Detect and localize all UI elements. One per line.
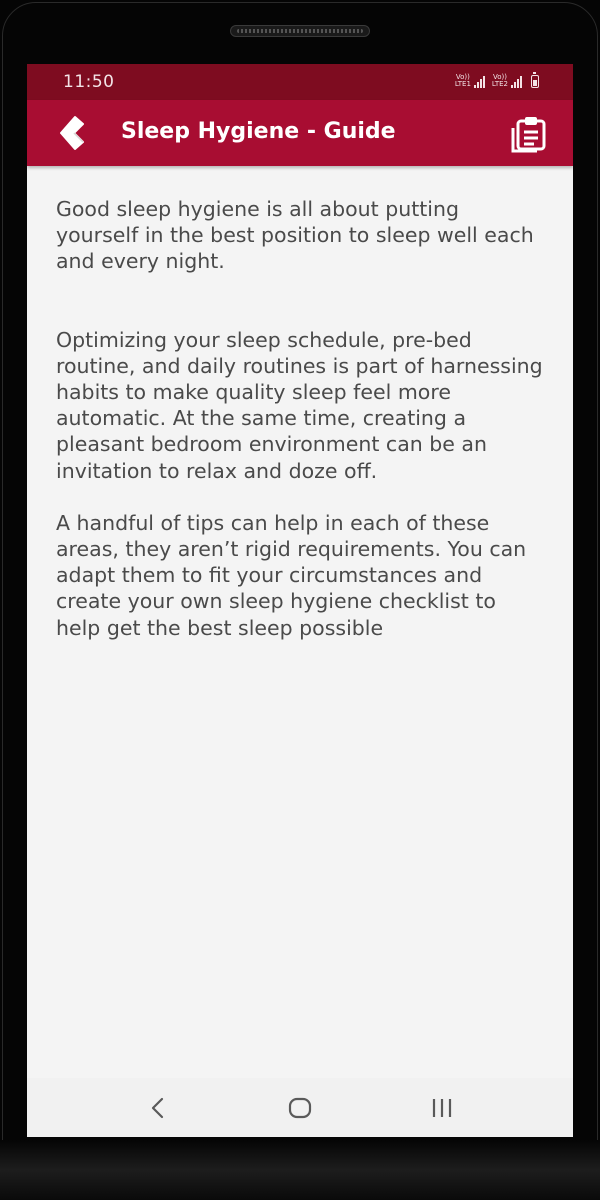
clipboard-icon	[509, 114, 549, 154]
speaker-grille	[230, 25, 370, 37]
clipboard-button[interactable]	[509, 114, 549, 154]
nav-recents-icon	[426, 1092, 458, 1124]
phone-bottom-edge	[0, 1140, 600, 1200]
back-button[interactable]	[53, 113, 93, 153]
app-bar	[27, 100, 573, 166]
nav-recents-button[interactable]	[426, 1092, 458, 1124]
sim2-signal-icon: Vo)) LTE2	[491, 73, 508, 88]
signal-bars-icon	[511, 76, 522, 88]
nav-home-icon	[284, 1092, 316, 1124]
status-bar	[27, 64, 573, 100]
guide-content	[56, 196, 546, 641]
paragraph-routines: Optimizing your sleep schedule, pre-bed routine, and daily routines is part of harnessing habits to make quality sleep feel more automatic. At the same time, creating a pleasant bedroom environment can be an invitation to relax and doze off.	[56, 327, 543, 483]
screen	[27, 64, 573, 1137]
page-title: Sleep Hygiene - Guide	[121, 119, 396, 144]
nav-back-button[interactable]	[142, 1092, 174, 1124]
nav-back-icon	[142, 1092, 174, 1124]
sim1-signal-icon: Vo)) LTE1	[454, 73, 471, 88]
battery-charging-icon	[531, 75, 539, 88]
paragraph-tips: A handful of tips can help in each of these areas, they aren’t rigid requirements. You can adapt them to fit your circumstances and create your own sleep hygiene checklist to help get the best sleep possible	[56, 510, 527, 640]
nav-home-button[interactable]	[284, 1092, 316, 1124]
system-nav-bar	[27, 1078, 573, 1137]
paragraph-intro: Good sleep hygiene is all about putting yourself in the best position to sleep well each and every night.	[56, 197, 534, 274]
chevron-left-icon	[53, 113, 93, 153]
status-icons	[455, 74, 539, 88]
status-time: 11:50	[63, 72, 115, 92]
signal-bars-icon	[474, 76, 485, 88]
